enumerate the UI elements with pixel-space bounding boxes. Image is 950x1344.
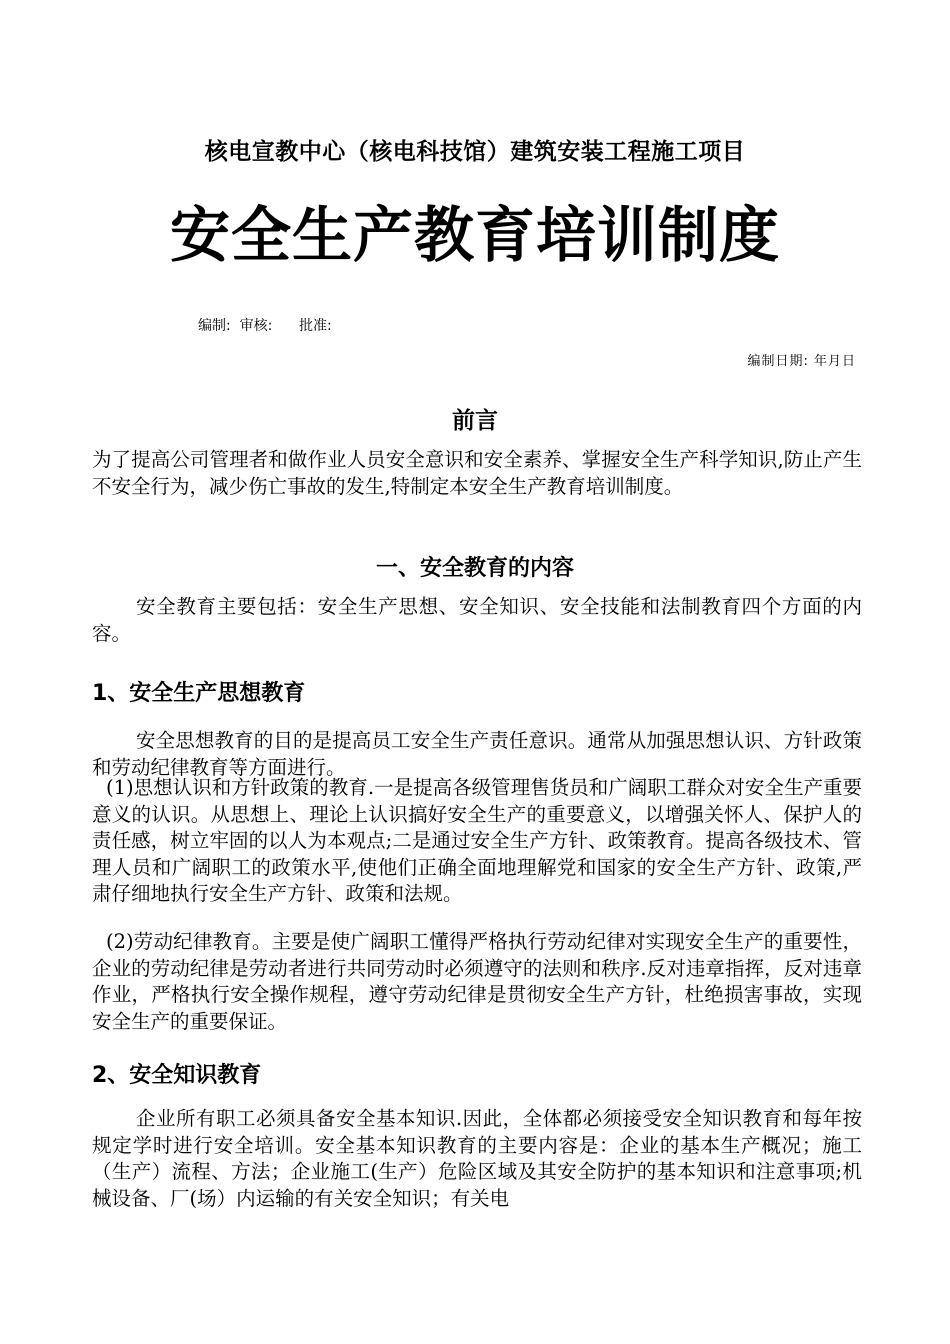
sub1-item2: (2)劳动纪律教育。主要是使广阔职工懂得严格执行劳动纪律对实现安全生产的重要性，企业的劳动纪律是劳动者进行共同劳动时必须遵守的法则和秩序.反对违章指挥，反对违章作业，严格执行安全操作规程，遵守劳动纪律是贯彻安全生产方针，杜绝损害事故，实现安全生产的重要保证。 [92, 930, 862, 1033]
signoff-line: 编制: 审核: 批准: [198, 318, 332, 334]
sub1-heading: 1、安全生产思想教育 [92, 681, 306, 706]
section1-intro: 安全教育主要包括：安全生产思想、安全知识、安全技能和法制教育四个方面的内容。 [92, 595, 862, 645]
sub1-item1: (1)思想认识和方针政策的教育.一是提高各级管理售货员和广阔职工群众对安全生产重要意义的认识。从思想上、理论上认识搞好安全生产的重要意义，以增强关怀人、保护人的责任感，树立牢固的以人为本观点;二是通过安全生产方针、政策教育。提高各级技术、管理人员和广阔职工的政策水平,使他们正确全面地理解党和国家的安全生产方针、政策,严肃仔细地执行安全生产方针、政策和法规。 [92, 776, 862, 905]
sub2-intro: 企业所有职工必须具备安全基本知识.因此，全体都必须接受安全知识教育和每年按规定学时进行安全培训。安全基本知识教育的主要内容是：企业的基本生产概况；施工（生产）流程、方法；企业施工(生产）危险区域及其安全防护的基本知识和注意事项;机械设备、厂(场）内运输的有关安全知识；有关电 [92, 1107, 862, 1210]
section1-heading: 一、安全教育的内容 [375, 556, 574, 581]
document-subtitle: 核电宣教中心（核电科技馆）建筑安装工程施工项目 [204, 139, 746, 165]
date-line: 编制日期: 年月日 [747, 354, 856, 369]
document-title: 安全生产教育培训制度 [170, 201, 780, 271]
sub1-intro: 安全思想教育的目的是提高员工安全生产责任意识。通常从加强思想认识、方针政策和劳动纪律教育等方面进行。 [92, 729, 862, 779]
sub2-heading: 2、安全知识教育 [92, 1063, 262, 1088]
preface-heading: 前言 [452, 408, 498, 434]
preface-text: 为了提高公司管理者和做作业人员安全意识和安全素养、掌握安全生产科学知识,防止产生不安全行为，减少伤亡事故的发生,特制定本安全生产教育培训制度。 [92, 448, 862, 498]
